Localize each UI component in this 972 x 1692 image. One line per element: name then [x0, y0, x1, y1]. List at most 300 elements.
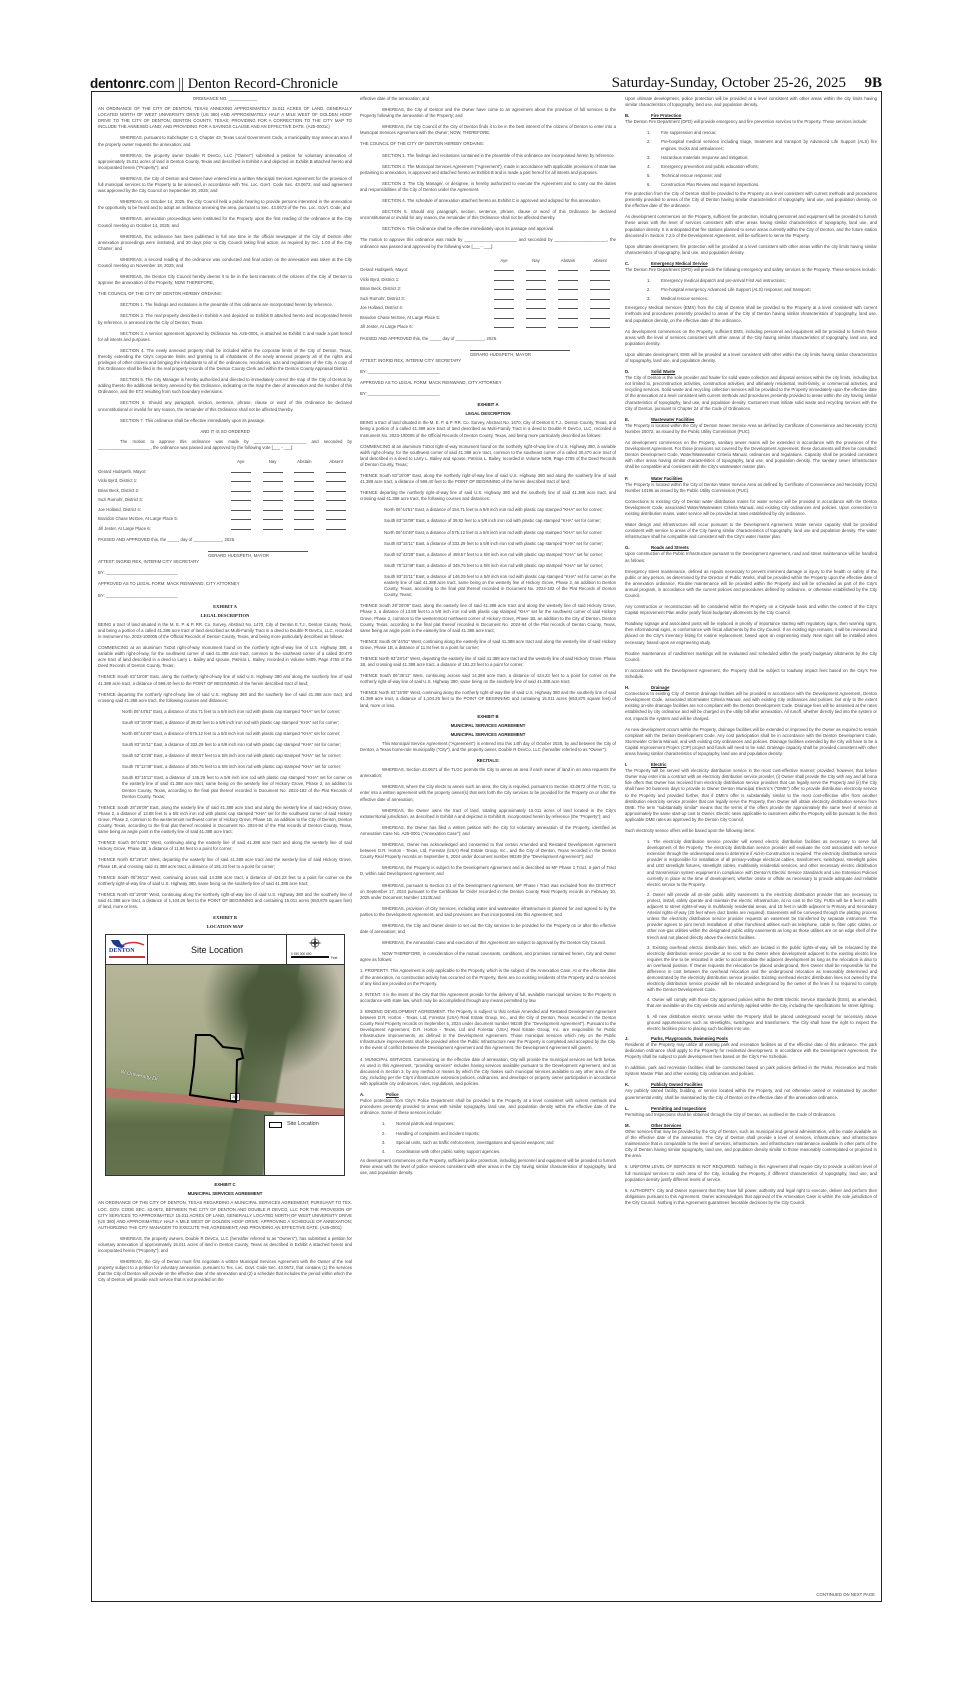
section-title: Permitting and Inspections	[651, 1105, 707, 1111]
paragraph: SECTION 3. A service agreement approved by Ordinance No. A25-0001, is attached as Exhibit C and made a part hereof for all intents and purposes.	[98, 330, 352, 342]
blank-line	[494, 325, 514, 328]
column-1	[98, 96, 352, 1289]
paragraph: THENCE South 28°26'09" East, along the easterly line of said 41.388 acre tract and along the westerly line of said Hickory Grove, Phase 2, a distance of 13.88 feet to a 5/8 inch iron rod with plastic cap stamped "KHA" set for the southwest corner of said Hickory Grove, Phase 2, common to the westernmost northwest corner of Hickory Grove, Phase 1B, an addition to the City of Denton, Denton County, Texas, according to the final plat thereof recorded in Document No. 2024-94 of the Plat records of Denton County, Texas, same being an angle point in the easterly line of said 41.388 acre tract;	[360, 603, 616, 633]
survey-course: South 83°15'09" East, a distance of 39.82 feet to a 5/8 inch iron rod with plastic cap stamped "KHA" set for corner;	[122, 719, 339, 725]
paragraph: This Municipal Service Agreement ("Agreement") is entered into this 14th day of October 2025, by and between the City of Denton, a Texas home-rule municipality ("City"), and the property owner, Double R DevCo, LLC (hereafter referred to as "Owner").	[360, 740, 616, 752]
paragraph: WHEREAS, the City of Denton and Owner have entered into a written Municipal Services Agreement for the provision of full municipal services to the Property to be annexed, in accordance with Tex. Loc. Gov't. Code Sec. 43.0672, and said agreement was approved by the City Council on September 30, 2025; and	[98, 175, 352, 194]
paragraph: In addition, park and recreation facilities shall be constructed based on park policies defined in the Parks, Recreation and Trails System Master Plan and other existing City ordinances and policies.	[625, 1065, 877, 1077]
council-member: Vicki Byrd, District 1:	[98, 478, 138, 484]
blank-line	[558, 278, 578, 281]
paragraph: 2. INTENT. It is the intent of the City that this Agreement provide for the delivery of full, available municipal services to the Property in accordance with state law, which may be accomplished through any means permitted by law.	[360, 991, 616, 1003]
blank-line	[326, 498, 346, 501]
survey-course: South 75°12'48" East, a distance of 345.75 feet to a 5/8 inch iron rod with plastic cap stamped "KHA" set for corner;	[122, 764, 342, 770]
blank-line	[231, 498, 251, 501]
section-title: Drainage	[651, 685, 670, 691]
section-title: Police	[386, 1092, 399, 1098]
vote-blank	[257, 476, 289, 486]
vote-blank	[488, 275, 520, 285]
survey-course: North 06°44'49" East, a distance of 575.12 feet to a 5/8 inch iron rod with plastic cap stamped "KHA" set for corner;	[122, 731, 341, 736]
vote-blank	[520, 294, 552, 304]
blank-line	[558, 325, 578, 328]
column-3	[625, 96, 877, 1211]
vote-blank	[552, 294, 584, 304]
council-member: Brandon Chase McGee, At Large Place 5:	[360, 314, 441, 320]
section-letter: H.	[625, 685, 630, 691]
list-number: 2.	[382, 1130, 386, 1136]
blank-line	[294, 479, 314, 482]
blank-line	[294, 470, 314, 473]
scale-labels: 0 150 300 600	[291, 952, 312, 957]
exhibit-heading: MUNICIPAL SERVICES AGREEMENT	[450, 731, 526, 737]
map-header	[106, 935, 344, 965]
paragraph: WHEREAS, Owner has acknowledged and consented to that certain Amended and Restated Development Agreement between D.R. Horton - Texas, Ltd, Forestar (USA) Real Estate Group, Inc., and the City of Denton, Texas recorded in the Denton County Real Property records on September 5, 2024 under document number 98249 (the "Development Agreement"); and	[360, 842, 616, 860]
masthead	[90, 76, 882, 92]
vote-blank	[552, 322, 584, 332]
section-letter: C.	[625, 260, 630, 266]
paragraph: The Property will be served with electricity distribution service in the most cost-effective manner; provided, however, that before Owner may enter into a contract with an electricity distribution service provider, (i) Owner shall provide the City with any and all bona fide offers that Owner has received from electricity distribution service providers that can legally serve the Property and (ii) the City shall have 30 business days to provide to Owner Denton Municipal Electric's ("DME") offer to provide distribution electricity service to the Property and provided further, that if DME's offer is substantially similar to the most cost-effective offer from another distribution electricity service provider that can legally serve the Property, then Owner will obtain electricity distribution service from DME. The term "substantially similar" means that the terms of the offers provide the approximately the same level of service at approximately the same start-up cost to Owner. Electric rates applicable to customers within the Property will be pursuant to the then applicable DME rates as approved by the Denton City Council.	[625, 768, 877, 822]
section-title: Wastewater Facilities	[651, 416, 695, 422]
list-item	[647, 155, 877, 161]
paragraph: The Property is located within the City of Denton Sewer Service Area as defined by Certificate of Convenience and Necessity (CCN) Number 20072, as issued by the Public Utility Commission (PUC).	[625, 422, 877, 434]
denton-logo	[106, 935, 148, 964]
exhibit-heading: EXHIBIT C	[214, 1182, 236, 1188]
paragraph: SECTION 7. This ordinance shall be effective immediately upon its passage.	[120, 417, 266, 423]
list-item	[382, 1131, 616, 1137]
paragraph: WHEREAS, the City of Denton must first negotiate a written Municipal Services Agreement with the Owner of the real property subject to a petition for voluntary annexation, pursuant to Tex. Loc. Govt. Code Sec. 43.0672, that contains (1) the services that the City of Denton will provide on the effective date of the annexation and (2) a schedule that includes the period within which the City of Denton will provide each service that is not provided on the	[98, 1259, 352, 1283]
list-text: Handling of complaints and incident reports;	[396, 1130, 480, 1136]
paragraph: THENCE South 06°44'51" West, continuing along the easterly line of said 41.388 acre tract and along the westerly line of said Hickory Grove, Phase 1B, a distance of 11.84 feet to a point for corner;	[98, 840, 352, 852]
list-text: Construction Plan Review and required inspections.	[661, 181, 760, 187]
paragraph: As development commences on the Property, sufficient police protection, including personnel and equipment will be provided to furnish these areas with the level of police services consistent with other areas in the City having similar characteristics of topography, land use, and population density.	[360, 1157, 616, 1175]
paragraph: BY: ______________________________	[360, 391, 440, 397]
paragraph: COMMENCING at an aluminum TxDot right-of-way monument found on the northerly right-of-way line of U.S. Highway 380, a variable width right-of-way, for the southwest corner of said 41.388 acre tract, common to the southeast corner of a called 30.470 acre tract of land described in a deed to Larry L. Bailey and spouse, Patricia L. Bailey, recorded in Volume 5409, Page 4755 of the Deed Records of Denton County, Texas;	[98, 645, 352, 669]
paragraph: Any construction or reconstruction will be considered within the Property on a Citywide basis and within the context of the City's Capital Improvement Plan and/or yearly fiscal budgetary allotments by the City Council.	[625, 604, 877, 616]
compass-rose-icon	[308, 936, 322, 950]
paragraph: APPROVED AS TO LEGAL FORM: MACK REINWAND, CITY ATTORNEY	[360, 379, 502, 385]
vote-column-header: Absent	[593, 257, 607, 263]
vote-blank	[288, 486, 320, 496]
paragraph: Upon ultimate development, police protection will be provided at a level consistent with other areas within the city limits having similar characteristics of topography, land use, and population density.	[625, 96, 877, 108]
section-title: Emergency Medical Service	[651, 260, 708, 266]
blank-line	[263, 498, 283, 501]
paragraph: WHEREAS, the Denton City Council hereby deems it to be in the best interests of the citizens of the City of Denton to approve the annexation of the Property; NOW THEREFORE,	[98, 274, 352, 286]
council-member: Brian Beck, District 2:	[98, 487, 140, 493]
vote-blank	[225, 467, 257, 477]
vote-blank	[520, 303, 552, 313]
paragraph: ATTEST: INGRID REX, INTERIM CITY SECRETARY	[98, 559, 200, 565]
survey-course: South 75°12'48" East, a distance of 345.75 feet to a 5/8 inch iron rod with plastic cap stamped "KHA" set for corner;	[384, 562, 604, 568]
blank-line	[494, 297, 514, 300]
paragraph: SECTION 6. This Ordinance shall be effective immediately upon its passage and approval.	[382, 226, 555, 232]
vote-row	[98, 486, 352, 496]
exhibit-heading: EXHIBIT B	[477, 713, 499, 719]
vote-blank	[520, 265, 552, 275]
paragraph: WHEREAS, a second reading of the ordinance was conducted and final action on the annexation was taken at the City Council meeting on November 18, 2025; and	[98, 256, 352, 268]
paragraph: Emergency Medical Services (EMS) from the City of Denton shall be provided to the Property at a level consistent with current methods and procedures presently provided to areas of the City of Denton having similar characteristics of topography, land use, and population density, on the effective date of the ordinance.	[625, 305, 877, 323]
paragraph: The Denton Fire Department (DFD) will provide emergency and fire prevention services to the Property. These services include:	[625, 119, 868, 125]
list-item	[647, 139, 877, 151]
blank-line	[526, 268, 546, 271]
paragraph: Residents of the Property may utilize all existing park and recreation facilities as of the effective date of this ordinance. The park dedication ordinance shall apply to the Property for residential development. In accordance with the Development Agreement, the Property shall be subject to park development fees based on the City's Fee Schedule.	[625, 1041, 877, 1060]
section-letter: A.	[360, 1092, 365, 1098]
numbered-paragraph: 3. Existing overhead electric distribution lines, which are located in the public rights-of-way, will be relocated by the electricity distribution service provider at no cost to the Owner when development adjacent to the existing electric line requires the line to be relocated in order to accommodate the adjacent development as long as the relocation is also to an overhead position. If Owner requests the relocation be placed underground, then Owner shall be responsible for the difference in cost between the overhead relocation and the underground relocation as reasonably determined and demonstrated by the electricity distribution service provider. Existing overhead electric distribution lines not owned by the electricity distribution service provider will be relocated underground by the owner of the lines if so required to comply with the Denton Development Code.	[647, 944, 877, 993]
blank-line	[231, 527, 251, 530]
vote-blank	[225, 476, 257, 486]
section-title: Publicly Owned Facilities	[651, 1082, 703, 1088]
blank-line	[590, 297, 610, 300]
paragraph: THENCE North 83°15'09" West, continuing along the northerly right-of-way line of said U.S. Highway 380 and the southerly line of said 41.388 acre tract, a distance of 1,104.26 feet to the POINT OF BEGINNING and containing 15.011 acres (653,875 square feet) of land, more or less.	[360, 690, 616, 708]
paragraph: As new development occurs within the Property, drainage facilities will be extended or improved by the Owner as required to remain compliant with the Denton Development Code. Any cost participation shall be in accordance with the Denton Development Code, Stormwater Criteria Manual, and with existing City ordinances and policies. Drainage facilities extended by the City will have to be a Capital Improvement Project (CIP) project and funds will need to be sold. Drainage capacity shall be provided consistent with other areas having similar characteristics of topography, land use and population density.	[625, 726, 877, 756]
vote-blank	[552, 284, 584, 294]
council-member: Brandon Chase McGee, At Large Place 5:	[98, 516, 179, 522]
legend-label: Site Location	[287, 1121, 319, 1128]
issue-date: Saturday-Sunday, October 25-26, 2025	[611, 75, 846, 91]
blank-line	[494, 316, 514, 319]
exhibit-heading: EXHIBIT B	[213, 915, 237, 921]
list-text: Coordination with other public safety support agencies.	[396, 1148, 501, 1154]
vote-blank	[488, 284, 520, 294]
paragraph: The motion to approve this ordinance was made by ______________________ and seconded by ______________________, the ordinance was passed and approved by the following vote [___ - ___]:	[98, 438, 352, 450]
vote-blank	[320, 524, 352, 534]
paragraph: SECTION 2. The real property described in Exhibit A and depicted on Exhibit B attached hereto and incorporated herein by reference, is annexed into the City of Denton, Texas.	[98, 313, 352, 325]
paragraph: THENCE South 83°15'09" East, along the northerly right-of-way line of said U.S. Highway 380 and along the southerly line of said 41.388 acre tract, a distance of 599.40 feet to the POINT OF BEGINNING of the herein described tract of land;	[360, 473, 616, 485]
vote-row	[360, 265, 616, 275]
blank-line	[590, 278, 610, 281]
vote-row	[360, 294, 616, 304]
section-letter: B.	[625, 113, 630, 119]
survey-course: North 06°44'51" East, a distance of 154.71 feet to a 5/8 inch iron rod with plastic cap stamped "KHA" set for corner;	[384, 507, 603, 513]
vote-blank	[584, 294, 616, 304]
vote-row	[360, 322, 616, 332]
list-item	[647, 130, 877, 136]
list-text: Emergency medical dispatch and pre-arrival First Aid instructions;	[661, 278, 786, 284]
list-item	[647, 296, 877, 302]
council-member: Gerard Hudspeth, Mayor:	[360, 267, 409, 273]
legal-notice-box	[91, 91, 882, 1602]
vote-row	[98, 476, 352, 486]
exhibit-heading: RECITALS:	[476, 758, 500, 764]
blank-line	[494, 278, 514, 281]
vote-blank	[320, 495, 352, 505]
paragraph: WHEREAS, the Annexation Case and execution of this Agreement are subject to approval by the Denton City Council.	[382, 940, 607, 946]
vote-blank	[320, 514, 352, 524]
blank-line	[231, 517, 251, 520]
paragraph: SECTION 5. The City Manager is hereby authorized and directed to immediately correct the map of the City of Denton by adding thereto the additional territory annexed by this Ordinance, indicating on the map the date of annexation and the number of this Ordinance, and the ETJ resulting from such boundary extensions.	[98, 377, 352, 395]
list-text: Medical rescue services.	[661, 296, 709, 302]
paragraph: SECTION 4. The newly annexed property shall be included within the corporate limits of the City of Denton, Texas, thereby extending the City's corporate limits and granting to all inhabitants of the newly annexed property all of the rights and privileges of other citizens and bringing the inhabitants to all of the ordinances, resolutions, acts and regulations of the City. A copy of this Ordinance shall be filed in the real property records of the Denton County Clerk and within the Denton County Appraisal District.	[98, 347, 352, 372]
scale-bar	[291, 956, 329, 958]
paragraph: As development commences on the Property, sufficient fire protection, including personnel and equipment will be provided to furnish these areas with the level of services consistent with other areas having similar characteristics of topography, land use, and population density. It is anticipated that fire stations planned to serve areas currently within the City of Denton, and the future station discussed in Section 7.2.b of the Development Agreement, will be sufficient to serve the Property.	[625, 214, 877, 238]
paragraph: WHEREAS, Section 43.0671 of the TLGC permits the City to annex an area if each owner of land in an area requests the annexation;	[360, 767, 616, 779]
vote-blank	[225, 505, 257, 515]
paragraph: THE COUNCIL OF THE CITY OF DENTON HEREBY ORDAINS:	[360, 141, 484, 147]
section-title: Fire Protection	[651, 113, 682, 119]
council-member: Joe Holland, District 4:	[98, 506, 141, 512]
paragraph: WHEREAS, the City and Owner desire to set out the City services to be provided for the Property on or after the effective date of annexation; and	[360, 922, 616, 935]
vote-blank	[288, 467, 320, 477]
vote-blank	[257, 505, 289, 515]
paragraph: SECTION 5. Should any paragraph, section, sentence, phrase, clause or word of this Ordinance be declared unconstitutional or invalid for any reason, the remainder of this Ordinance shall not be affected thereby.	[360, 209, 616, 221]
vote-row	[360, 284, 616, 294]
list-text: Emergency prevention and public education efforts;	[661, 163, 759, 169]
vote-blank	[257, 524, 289, 534]
list-item	[647, 287, 877, 293]
vote-row	[98, 514, 352, 524]
section-title: Water Facilities	[651, 475, 683, 481]
paragraph: WHEREAS, the property owner Double R DevCo, LLC ("Owner") submitted a petition for voluntary annexation of approximately 15.011 acres of land in Denton County, Texas and described in Exhibit A and depicted on Exhibit B attached hereto and incorporated herein ("Property"); and	[98, 152, 352, 170]
vote-blank	[320, 467, 352, 477]
vote-column-header: Abstain	[297, 459, 312, 465]
section-letter: K.	[625, 1082, 630, 1088]
vote-blank	[257, 514, 289, 524]
paragraph: BY: ______________________________	[98, 570, 178, 576]
paragraph: As development commences on the Property, sanitary sewer mains will be extended in accordance with the provisions of the Development Agreement. For those provisions not covered by the Development Agreement, these documents will then be consulted: Denton Development Code, Water/Wastewater Criteria Manual, ordinances and regulations. Capacity shall be provided consistent with other areas having similar characteristics of topography, land use, and population density. The sanitary sewer infrastructure shall be compatible and consistent with the City's wastewater master plan.	[625, 440, 877, 470]
blank-line	[326, 470, 346, 473]
paragraph: NOW THEREFORE, in consideration of the mutual covenants, conditions, and promises contained herein, City and Owner agree as follows:	[360, 951, 616, 963]
paragraph: WHEREAS, pursuant to Subchapter C-3, Chapter 43, Texas Local Government Code, a municipality may annex an area if the property owner requests the annexation; and	[98, 135, 352, 147]
paragraph: BY: ______________________________	[360, 368, 440, 374]
blank-line	[294, 508, 314, 511]
blank-line	[263, 527, 283, 530]
aerial-image	[106, 965, 344, 1176]
paragraph: PASSED AND APPROVED this, the _____ day of ____________, 2025.	[360, 335, 498, 341]
blank-line	[558, 306, 578, 309]
paragraph: WHEREAS, the City of Denton and the Owner have come to an agreement about the provision of full services to the Property following the annexation of the Property; and	[360, 107, 616, 119]
vote-column-header: Nay	[532, 257, 540, 263]
vote-table	[360, 256, 616, 332]
exhibit-heading: EXHIBIT A	[477, 402, 499, 408]
paragraph: Routine maintenance of road/street markings will be evaluated and scheduled within the yearly budgetary allotments by the City Council.	[625, 650, 877, 662]
blank-line	[263, 517, 283, 520]
list-item	[382, 1140, 616, 1146]
vote-blank	[488, 294, 520, 304]
vote-blank	[584, 322, 616, 332]
blank-line	[231, 479, 251, 482]
vote-blank	[257, 467, 289, 477]
list-text: Pre-hospital emergency Advanced Life Support (ALS) response; and transport;	[661, 287, 811, 293]
exhibit-heading: LOCATION MAP	[206, 924, 244, 930]
paragraph: Connections to existing City of Denton water distribution mains for water service will be provided in accordance with the Denton Development Code, associated Water/Wastewater Criteria Manual, and existing City ordinances and policies. Upon connection to existing distribution mains, water service will be provided at rates established by city ordinance.	[625, 498, 877, 516]
paragraph: THENCE South 83°15'09" East, along the northerly right-of-way line of said U.S. Highway 380 and along the southerly line of said 41.388 acre tract, a distance of 599.40 feet to the POINT OF BEGINNING of the herein described tract of land;	[98, 674, 352, 686]
blank-line	[326, 479, 346, 482]
paragraph: SECTION 2. The Municipal Services Agreement ("Agreement"), made in accordance with applicable provisions of state law pertaining to annexation, is approved and attached hereto as Exhibit B and is made a part hereof for all intents and purposes.	[360, 163, 616, 175]
paragraph: The Denton Fire Department (DFD) will provide the following emergency and safety services to the Property. These services include:	[625, 266, 877, 272]
list-item	[647, 182, 877, 188]
paragraph: SECTION 1. The findings and recitations contained in the preamble of this ordinance are incorporated herein by reference.	[382, 152, 615, 158]
list-number: 2.	[647, 139, 651, 145]
blank-line	[231, 489, 251, 492]
site-domain: .com	[145, 76, 175, 91]
list-number: 4.	[382, 1148, 386, 1154]
paragraph: WHEREAS, provision of City Services, including water and wastewater infrastructure is planned for and agreed to by the parties to the Development Agreement, and said provisions are thus incorporated into this Agreement; and	[360, 905, 616, 917]
vote-blank	[520, 275, 552, 285]
survey-course: South 52°43'28" East, a distance of 459.57 feet to a 5/8 inch iron rod with plastic cap stamped "KHA" set for corner;	[384, 551, 604, 557]
vote-blank	[225, 486, 257, 496]
paragraph: THENCE North 83°28'14" West, departing the easterly line of said 41.388 acre tract and the westerly line of said Hickory Grove, Phase 1B, and crossing said 41.388 acre tract, a distance of 181.23 feet to a point for corner;	[98, 857, 352, 869]
exhibit-heading: LEGAL DESCRIPTION	[465, 411, 511, 417]
vote-blank	[584, 303, 616, 313]
list-number: 1.	[382, 1121, 386, 1127]
vote-header-blank	[360, 256, 488, 266]
paragraph: Upon ultimate development, EMS will be provided at a level consistent with other within the city limits having similar characteristics of topography, land use, and population density.	[625, 351, 877, 363]
blank-line	[263, 508, 283, 511]
vote-column-header: Aye	[237, 459, 245, 465]
paragraph: SECTION 1. The findings and recitations in the preamble of this ordinance are incorporated herein by reference.	[120, 302, 333, 308]
paragraph: WHEREAS, the Property is subject to the Development Agreement and is described as MF Phase 1 Tract, a part of Tract D, within said Development Agreement; and	[360, 865, 616, 877]
paragraph: THE COUNCIL OF THE CITY OF DENTON HEREBY ORDAINS:	[98, 291, 222, 297]
vote-blank	[288, 524, 320, 534]
blank-line	[526, 278, 546, 281]
paragraph: Upon construction of the Public Infrastructure pursuant to the Development Agreement, road and street maintenance will be handled as follows:	[625, 551, 877, 563]
survey-course: South 83°15'11" East, a distance of 332.29 feet to a 5/8 inch iron rod with plastic cap stamped "KHA" set for corner;	[384, 540, 603, 546]
vote-blank	[225, 495, 257, 505]
blank-line	[526, 297, 546, 300]
survey-course: North 06°44'51" East, a distance of 154.71 feet to a 5/8 inch iron rod with plastic cap stamped "KHA" set for corner;	[122, 708, 341, 714]
blank-line	[590, 325, 610, 328]
list-number: 6.	[647, 181, 651, 187]
paragraph: BEING a tract of land situated in the M. E. P. & P. RR. Co. Survey, Abstract No. 1470, City of Denton E.T.J., Denton County, Texas, and being a portion of a called 41.388 acre tract of land described as Multi-Family Tract in a deed to Double R DevCo, LLC, recorded in Instrument No. 2023-100005 of the Official Records of Denton County, Texas, and being more particularly described as follows:	[98, 621, 352, 639]
section-title: Other Services	[651, 1122, 682, 1128]
location-map	[105, 934, 345, 1176]
paragraph: BEING a tract of land situated in the M. E. P. & P. RR. Co. Survey, Abstract No. 1470, City of Denton E.T.J., Denton County, Texas, and being a portion of a called 41.388 acre tract of land described as Multi-Family Tract in a deed to Double R DevCo, LLC, recorded in Instrument No. 2023-100005 of the Official Records of Denton County, Texas, and being more particularly described as follows:	[360, 420, 616, 438]
list-text: Technical rescue response; and	[661, 172, 722, 178]
council-member: Jill Jester, At Large Place 6:	[360, 324, 413, 330]
exhibit-heading: LEGAL DESCRIPTION	[200, 612, 250, 618]
paragraph: THENCE departing the northerly right-of-way line of said U.S. Highway 380 and the southerly line of said 41.388 acre tract, and crossing said 41.388 acre tract, the following courses and distances:	[360, 490, 616, 502]
paragraph: Roadway signage and associated posts will be replaced in priority of importance starting with regulatory signs, then warning signs, then informational signs, in conformance with fiscal allotments by the City Council. If an existing sign remains, it will be reviewed and placed on the City's inventory listing for routine replacement, based upon an engineering study. New signs will be installed when necessary, based upon an engineering study.	[625, 621, 877, 645]
vote-column-header: Aye	[500, 257, 508, 263]
section-title: Parks, Playgrounds, Swimming Pools	[651, 1035, 728, 1041]
list-number: 2.	[647, 287, 651, 293]
paragraph: WHEREAS, on October 14, 2025, the City Council held a public hearing to provide persons interested in the annexation the opportunity to be heard and to adopt an ordinance annexing the area, pursuant to Sec. 43.0673 of the Tex. Loc. Gov't. Code; and	[98, 199, 352, 211]
paragraph: SECTION 6. Should any paragraph, section, sentence, phrase, clause or word of this Ordinance be declared unconstitutional or invalid for any reason, the remainder of this Ordinance shall not be affected thereby.	[98, 400, 352, 412]
paragraph: Upon ultimate development, fire protection will be provided at a level consistent with other areas within the city limits having similar characteristics of topography, land use, and population density.	[625, 243, 877, 255]
paragraph: Permitting and Inspections shall be obtained through the City of Denton, as outlined in the Code of Ordinances.	[625, 1111, 837, 1117]
list-text: Fire suppression and rescue;	[661, 130, 717, 136]
council-member: Joe Holland, District 4:	[360, 305, 403, 311]
list-number: 3.	[382, 1139, 386, 1145]
section-title: Roads and Streets	[651, 545, 689, 551]
exhibit-heading: EXHIBIT A	[213, 603, 237, 609]
blank-line	[494, 268, 514, 271]
paragraph: 5. UNIFORM LEVEL OF SERVICES IS NOT REQUIRED. Nothing in this Agreement shall require City to provide a uniform level of full municipal services to each area of the City, including the Property, if different characteristics of topography, land use, and population density justify different levels of service.	[625, 1164, 877, 1182]
vote-row	[98, 495, 352, 505]
vote-row	[98, 467, 352, 477]
vote-blank	[488, 322, 520, 332]
council-member: Suzi Rumohr, District 3:	[360, 295, 405, 301]
blank-line	[326, 527, 346, 530]
paragraph: Police protection from City's Police Department shall be provided to the Property at a level consistent with current methods and procedures presently provided to areas with similar topography, land use, and population density within the effective date of the ordinance. Some of these services include:	[360, 1098, 616, 1116]
paragraph: WHEREAS, the City Council of the City of Denton finds it to be in the best interest of the citizens of Denton to enter into a Municipal Services Agreement with the Owner; NOW, THEREFORE,	[360, 124, 616, 136]
blank-line	[263, 470, 283, 473]
blank-line	[558, 297, 578, 300]
council-member: Jill Jester, At Large Place 6:	[98, 525, 151, 531]
blank-line	[294, 489, 314, 492]
numbered-paragraph: 4. Owner will comply with those City approved policies within the DME Electric Service Standards (ESS), as amended, that are available on the City website and uniformly applied within the City, including the specifications for street lighting.	[647, 997, 877, 1009]
list-text: Hazardous materials response and mitigation;	[661, 154, 749, 160]
vote-blank	[320, 505, 352, 515]
vote-row	[98, 505, 352, 515]
section-letter: M.	[625, 1122, 630, 1128]
paragraph: PASSED AND APPROVED this, the _____ day of ____________, 2025.	[98, 537, 236, 543]
vote-blank	[488, 303, 520, 313]
paragraph: 4. MUNICIPAL SERVICES. Commencing on the effective date of annexation, City will provide the municipal services set forth below. As used in this Agreement, "providing services" includes having services available pursuant to the Development Agreement, and as discussed in Section 3, by any method or means by which the City makes such municipal services available to any other area of the City, including per the City's infrastructure extension policies, ordinances, and developer or property owner participation in accordance with applicable city ordinances, rules, regulations, and policies.	[360, 1056, 616, 1086]
council-member: Suzi Rumohr, District 3:	[98, 497, 143, 503]
signature-line: GERARD HUDSPETH, MAYOR	[208, 551, 308, 559]
page-number: 9B	[864, 75, 882, 91]
list-number: 1.	[647, 130, 651, 136]
blank-line	[294, 498, 314, 501]
blank-line	[294, 517, 314, 520]
blank-line	[590, 306, 610, 309]
paragraph: WHEREAS, the Owner owns the tract of land, totaling approximately 15.011 acres of land located in the City's extraterritorial jurisdiction, as described in Exhibit A and depicted in Exhibit B, incorporated herein by reference (the "Property"); and	[360, 807, 616, 819]
vote-blank	[584, 275, 616, 285]
vote-blank	[584, 313, 616, 323]
paragraph: In accordance with the Development Agreement, the Property shall be subject to roadway impact fees based on the City's Fee Schedule.	[625, 667, 877, 679]
paragraph: WHEREAS, the property owners, Double R DevCo, LLC (hereafter referred to as "Owners"), has submitted a petition for voluntary annexation of approximately 15.011 acres of land in Denton County, Texas as described in Exhibit A attached hereto and incorporated herein ("Property"); and	[98, 1235, 352, 1254]
separator: ||	[174, 76, 188, 92]
legend-swatch	[269, 1122, 282, 1128]
list-item	[647, 164, 877, 170]
paragraph: WHEREAS, this ordinance has been published in full one time in the official newspaper of the City of Denton after annexation proceedings were instituted, and 30 days prior to City Council taking final action, as required by Sec. 1.03 of the City Charter; and	[98, 233, 352, 251]
vote-blank	[488, 265, 520, 275]
paragraph: WHEREAS, the Owner has filed a written petition with the City for voluntary annexation of the Property, identified as Annexation Case No. A25-0001 ("Annexation Case"); and	[360, 824, 616, 836]
paragraph: THENCE South 28°26'09" East, along the easterly line of said 41.388 acre tract and along the westerly line of said Hickory Grove, Phase 2, a distance of 13.88 feet to a 5/8 inch iron rod with plastic cap stamped "KHA" set for the southwest corner of said Hickory Grove, Phase 2, common to the westernmost northwest corner of Hickory Grove, Phase 1B, an addition to the City of Denton, Denton County, Texas, according to the final plat thereof recorded in Document No. 2024-94 of the Plat records of Denton County, Texas, same being an angle point in the easterly line of said 41.388 acre tract;	[98, 804, 352, 835]
blank-line	[263, 489, 283, 492]
list-item	[647, 173, 877, 179]
vote-header-blank	[98, 457, 225, 467]
vote-column-header: Nay	[268, 459, 277, 465]
paragraph: The Property is located within the City of Denton Water Service Area as defined by Certificate of Convenience and Necessity (CCN) Number 10195 as issued by the Public Utility Commission (PUC).	[625, 481, 877, 493]
blank-line	[231, 508, 251, 511]
heading: AND IT IS SO ORDERED	[200, 428, 250, 434]
paragraph: AN ORDINANCE OF THE CITY OF DENTON, TEXAS REGARDING A MUNICIPAL SERVICES AGREEMENT, PURSUANT TO TEX. LOC. GOV. CODE SEC. 43.0672, BETWEEN THE CITY OF DENTON AND DOUBLE R DEVCO, LLC FOR THE PROVISION OF CITY SERVICES TO APPROXIMATELY 15.011 ACRES OF LAND, GENERALLY LOCATED NORTH OF WEST UNIVERSITY DRIVE (US 380) AND APPROXIMATELY HALF A MILE WEST OF GOLDEN HOOF DRIVE; APPROVING A SCHEDULE OF ANNEXATION; AUTHORIZING THE CITY MANAGER TO EXECUTE THE AGREEMENT; AND PROVIDING AN EFFECTIVE DATE. (A25-0001)	[98, 1200, 352, 1230]
section-letter: I.	[625, 762, 628, 768]
council-member: Brian Beck, District 2:	[360, 286, 402, 292]
vote-column-header: Abstain	[560, 257, 576, 263]
publication-title: Denton Record-Chronicle	[187, 76, 338, 92]
logo-underline	[109, 956, 145, 958]
paragraph: ATTEST: INGRID REX, INTERIM CITY SECRETARY	[360, 357, 462, 363]
blank-line	[526, 306, 546, 309]
vote-blank	[288, 505, 320, 515]
paragraph: Emergency street maintenance, defined as repairs necessary to prevent imminent damage or injury to the health or safety of the public or any person, as determined by the Director of Public Works, shall be provided within the Property upon the effective date of the annexation ordinance. Routine maintenance will be provided within the Property and will be scheduled as part of the City's annual program, in accordance with the current policies and procedures defined by ordinance, or otherwise established by the City Council.	[625, 568, 877, 598]
list-number: 5.	[647, 172, 651, 178]
survey-course: South 52°43'28" East, a distance of 459.57 feet to a 5/8 inch iron rod with plastic cap stamped "KHA" set for corner;	[122, 753, 342, 759]
vote-blank	[288, 495, 320, 505]
vote-blank	[552, 313, 584, 323]
blank-line	[231, 470, 251, 473]
paragraph: SECTION 4. The schedule of annexation attached hereto as Exhibit C is approved and adopted for this annexation.	[382, 198, 601, 204]
heading: ORDINANCE NO. ____________	[192, 96, 258, 101]
paragraph: Connections to existing City of Denton drainage facilities will be provided in accordance with the Development Agreement, Denton Development Code, associated Stormwater Criteria Manual, and with existing City ordinances and policies, but only to the extent existing on-site drainage facilities are not compliant with the Denton Development Code. Drainage fees will be assessed at the rates established by city ordinance and will be charged on the utility bill after annexation. All runoff, whether directly tied into the system or not, impacts the system and will be charged.	[625, 691, 877, 721]
survey-course: South 83°15'11" East, a distance of 146.29 feet to a 5/8 inch iron rod with plastic cap stamped "KHA" set for corner on the easterly line of said 41.388 acre tract, same being on the westerly line of Hickory Grove, Phase 2, an addition to Denton County, Texas, according to the final plat thereof recorded in Document No. 2024-182 of the Plat Records of Denton County, Texas;	[384, 573, 616, 598]
council-member: Vicki Byrd, District 1:	[360, 276, 400, 282]
survey-course: South 83°15'11" East, a distance of 332.29 feet to a 5/8 inch iron rod with plastic cap stamped "KHA" set for corner;	[122, 742, 341, 748]
blank-line	[326, 517, 346, 520]
column-2	[360, 96, 616, 1181]
vote-table	[98, 457, 352, 533]
map-title: Site Location	[190, 944, 244, 955]
paragraph: effective date of the annexation; and	[360, 96, 430, 101]
vote-blank	[225, 514, 257, 524]
list-text: Special units, such as traffic enforcement, investigations and special weapons; and	[396, 1139, 554, 1145]
vote-blank	[584, 265, 616, 275]
continued-notice: CONTINUED ON NEXT PAGE	[816, 1592, 875, 1597]
list-number: 3.	[647, 296, 651, 302]
paragraph: As development commences on the Property, sufficient EMS, including personnel and equipment will be provided to furnish these areas with the level of services consistent with other areas of the City having similar characteristics of topography, land use, and population density.	[625, 328, 877, 346]
list-number: 3.	[647, 154, 651, 160]
